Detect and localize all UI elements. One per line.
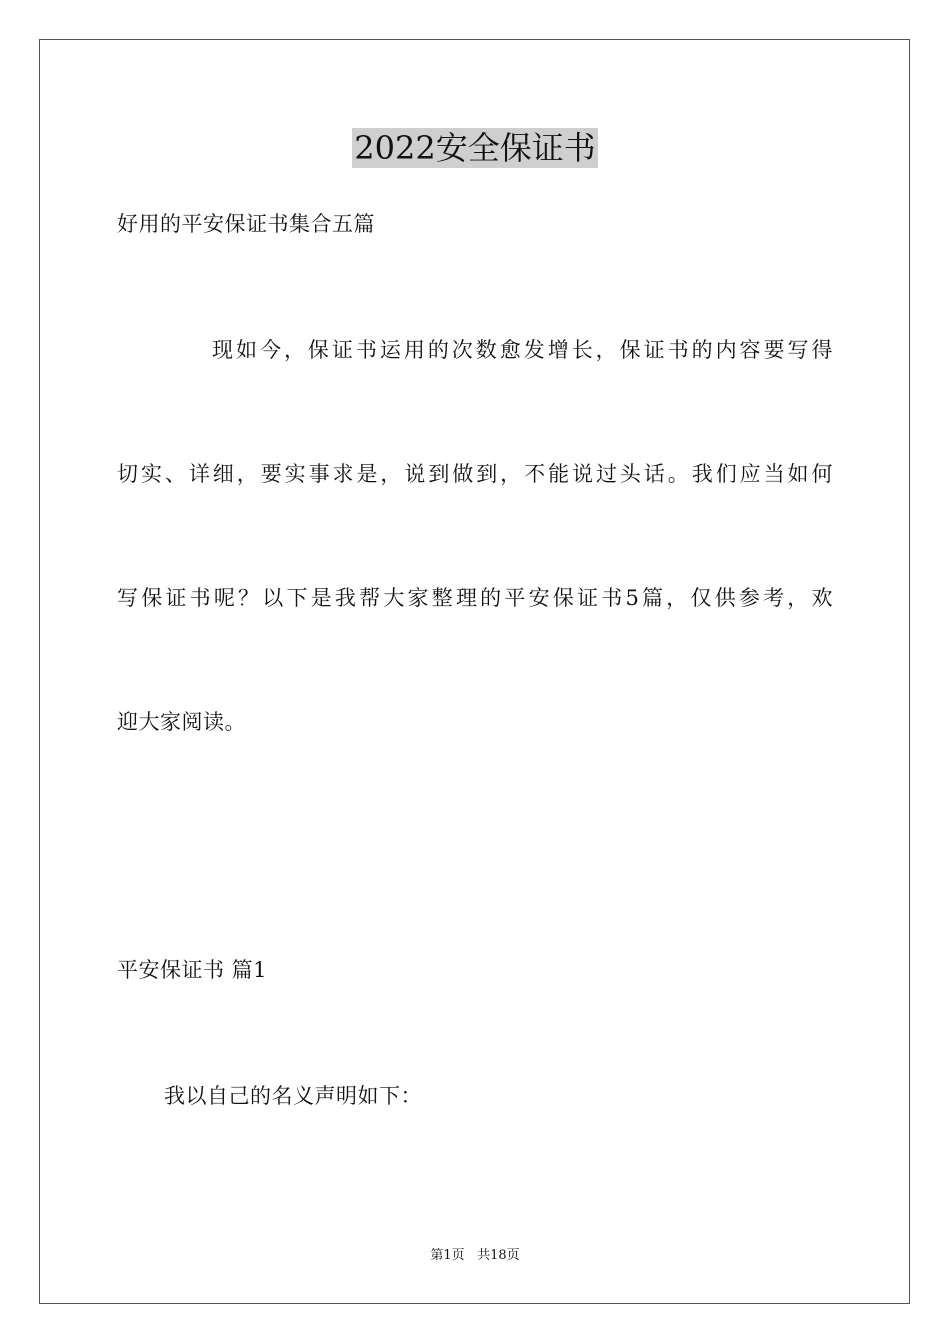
page-footer [0,1247,950,1265]
page-total: 共18页 [477,1248,520,1263]
title-container [0,128,950,168]
document-subtitle: 好用的平安保证书集合五篇 [117,212,375,236]
intro-line-1: 现如今，保证书运用的次数愈发增长，保证书的内容要写得 [212,338,833,362]
document-title: 2022安全保证书 [354,129,596,167]
intro-line-3: 写保证书呢？以下是我帮大家整理的平安保证书5篇，仅供参考，欢 [117,586,833,610]
intro-line-2: 切实、详细，要实事求是，说到做到，不能说过头话。我们应当如何 [117,462,833,486]
section-heading: 平安保证书 篇1 [117,958,268,982]
section-first-line: 我以自己的名义声明如下： [164,1084,422,1108]
page-number: 第1页 [430,1248,465,1263]
intro-line-4: 迎大家阅读。 [117,710,246,734]
